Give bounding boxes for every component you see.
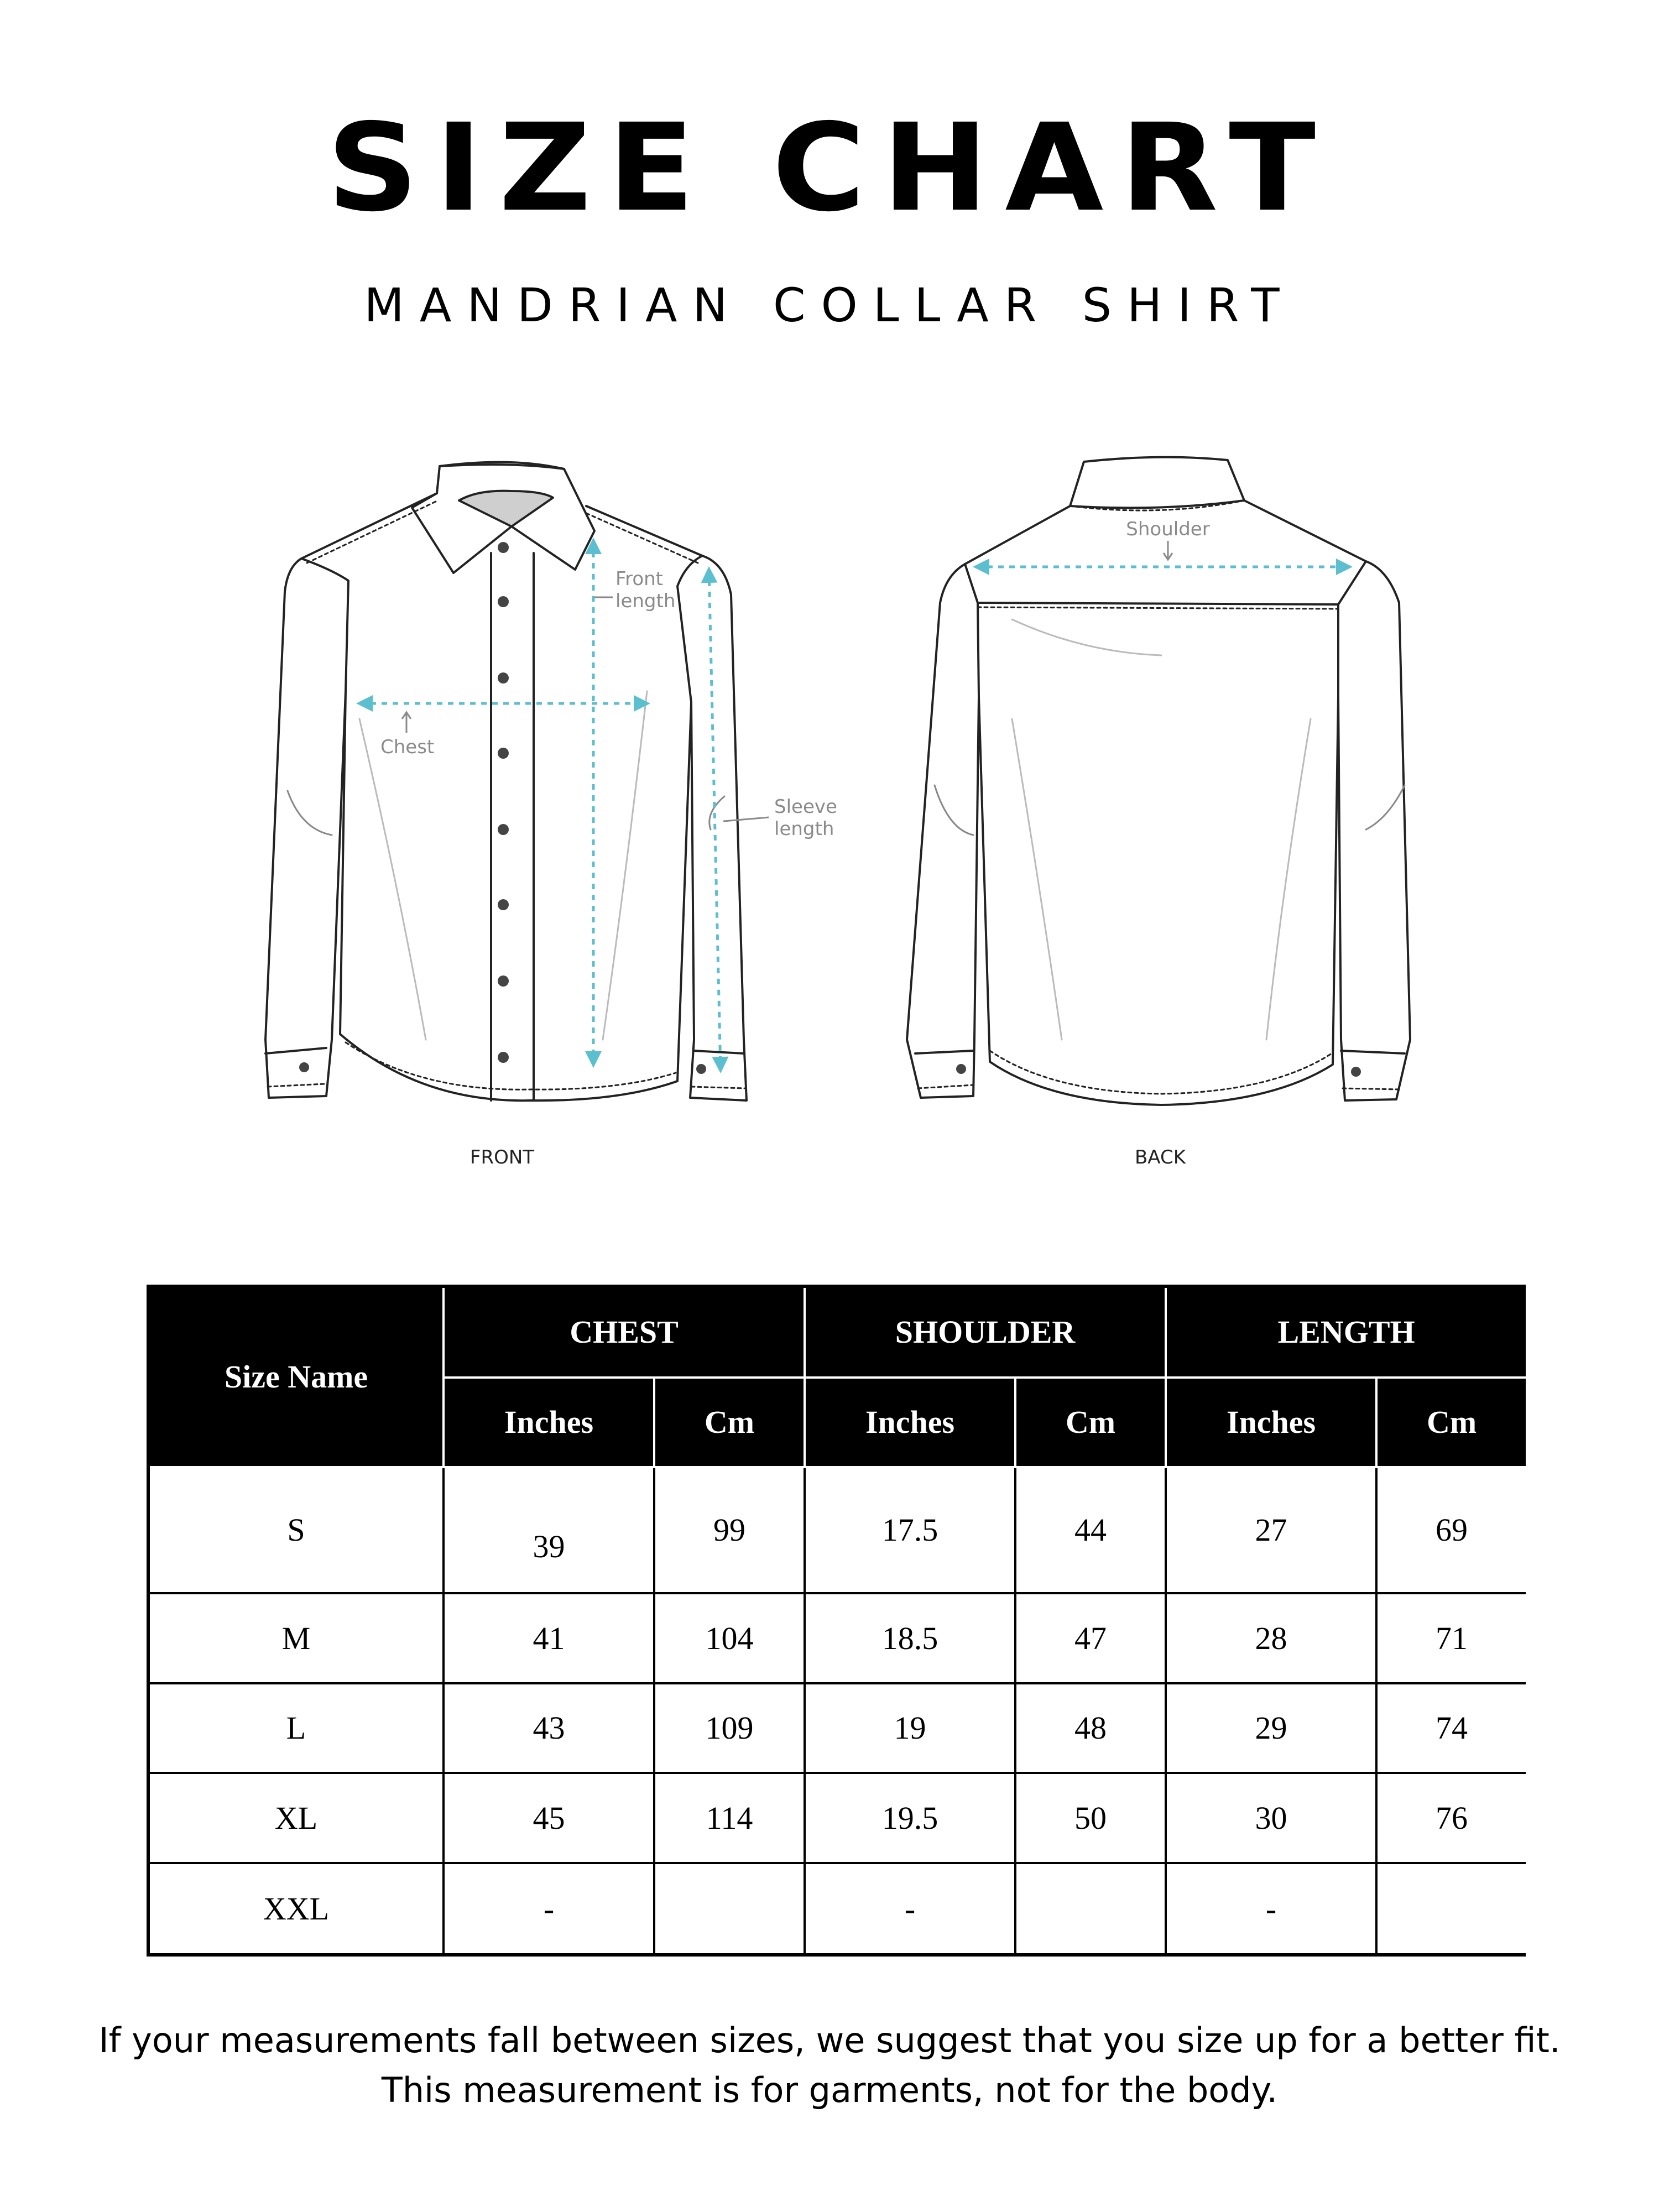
sleeve-length-label: Sleeve xyxy=(774,796,837,818)
size-cell: M xyxy=(150,1593,444,1683)
unit-header: Inches xyxy=(444,1378,654,1467)
value-cell: 71 xyxy=(1376,1593,1526,1683)
page-subtitle: MANDRIAN COLLAR SHIRT xyxy=(364,278,1295,332)
front-shirt-drawing xyxy=(265,462,747,1101)
value-cell xyxy=(1015,1863,1166,1953)
unit-header: Cm xyxy=(1015,1378,1166,1467)
value-cell: 17.5 xyxy=(805,1467,1015,1593)
value-cell: 74 xyxy=(1376,1683,1526,1773)
size-name-header: Size Name xyxy=(150,1288,444,1467)
value-cell: 45 xyxy=(444,1773,654,1863)
value-cell: 30 xyxy=(1166,1773,1376,1863)
length-header: LENGTH xyxy=(1166,1288,1526,1378)
value-cell: - xyxy=(444,1863,654,1953)
value-cell: 99 xyxy=(654,1467,805,1593)
size-cell: XL xyxy=(150,1773,444,1863)
front-length-label-2: length xyxy=(615,590,676,612)
front-measure-lines xyxy=(359,541,721,1070)
back-view-label: BACK xyxy=(1134,1146,1186,1168)
table-row xyxy=(150,1863,1526,1953)
value-cell: 19.5 xyxy=(805,1773,1015,1863)
size-cell: XXL xyxy=(150,1863,444,1953)
value-cell: 50 xyxy=(1015,1773,1166,1863)
value-cell xyxy=(654,1863,805,1953)
unit-header: Inches xyxy=(1166,1378,1376,1467)
back-shirt-drawing xyxy=(907,457,1410,1105)
front-buttons xyxy=(299,542,706,1074)
front-pointer-lines xyxy=(402,597,769,821)
chest-header: CHEST xyxy=(444,1288,805,1378)
value-cell: 69 xyxy=(1376,1467,1526,1593)
table-row xyxy=(150,1593,1526,1683)
shoulder-header: SHOULDER xyxy=(805,1288,1166,1378)
sleeve-length-label-2: length xyxy=(774,818,834,840)
value-cell: 48 xyxy=(1015,1683,1166,1773)
value-cell: 47 xyxy=(1015,1593,1166,1683)
shoulder-label: Shoulder xyxy=(1126,518,1210,540)
size-cell: S xyxy=(150,1467,444,1593)
table-row xyxy=(150,1467,1526,1593)
value-cell: 29 xyxy=(1166,1683,1376,1773)
value-cell: 76 xyxy=(1376,1773,1526,1863)
value-cell: 114 xyxy=(654,1773,805,1863)
value-cell xyxy=(1376,1863,1526,1953)
table-row xyxy=(150,1773,1526,1863)
value-cell: 19 xyxy=(805,1683,1015,1773)
value-cell: 109 xyxy=(654,1683,805,1773)
chest-label: Chest xyxy=(380,736,435,758)
back-pointer-lines xyxy=(1164,541,1172,560)
value-cell xyxy=(444,1467,654,1593)
unit-header: Cm xyxy=(654,1378,805,1467)
footer-line-1: If your measurements fall between sizes, we suggest that you size up for a better fit. xyxy=(98,2020,1561,2060)
footer-note xyxy=(0,2016,1659,2115)
page-title: SIZE CHART xyxy=(326,98,1333,239)
value-text: 39 xyxy=(533,1528,565,1565)
value-cell: 104 xyxy=(654,1593,805,1683)
front-length-label: Front xyxy=(615,568,663,590)
table-header-row xyxy=(150,1288,1526,1378)
value-cell: 44 xyxy=(1015,1467,1166,1593)
value-cell: 27 xyxy=(1166,1467,1376,1593)
footer-line-2: This measurement is for garments, not for the body. xyxy=(381,2070,1278,2110)
value-cell: 18.5 xyxy=(805,1593,1015,1683)
size-table xyxy=(150,1288,1526,1953)
value-cell: - xyxy=(1166,1863,1376,1953)
value-cell: - xyxy=(805,1863,1015,1953)
front-view-label: FRONT xyxy=(469,1146,535,1168)
unit-header: Cm xyxy=(1376,1378,1526,1467)
size-cell: L xyxy=(150,1683,444,1773)
unit-header: Inches xyxy=(805,1378,1015,1467)
size-table-frame xyxy=(147,1285,1526,1957)
value-cell: 28 xyxy=(1166,1593,1376,1683)
table-row xyxy=(150,1683,1526,1773)
value-cell: 41 xyxy=(444,1593,654,1683)
value-cell: 43 xyxy=(444,1683,654,1773)
